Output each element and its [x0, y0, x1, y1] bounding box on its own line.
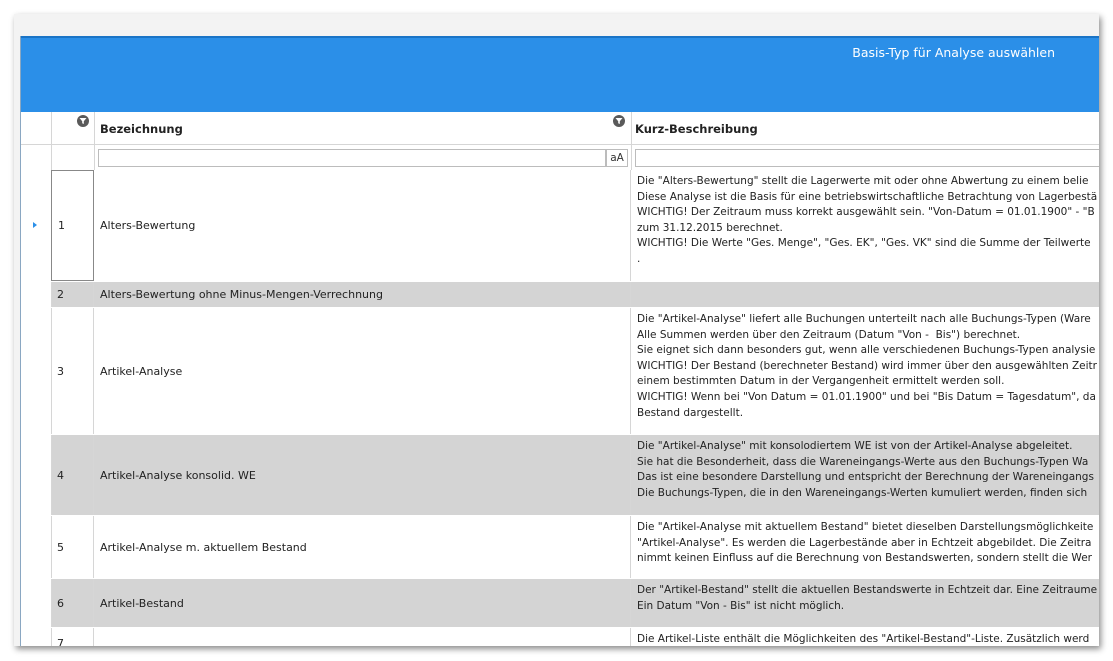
row-number: 7: [51, 628, 94, 646]
window-title: Basis-Typ für Analyse auswählen: [852, 45, 1055, 60]
row-number: 6: [51, 579, 94, 627]
row-number: 1: [51, 170, 94, 281]
row-number: 5: [51, 516, 94, 578]
row-name: [94, 628, 631, 646]
description-filter-input[interactable]: [635, 149, 1099, 167]
column-divider: [94, 112, 95, 144]
row-name: Artikel-Analyse: [94, 308, 631, 434]
row-number: 4: [51, 435, 94, 515]
grid-header: [21, 112, 1099, 145]
row-name: Artikel-Analyse m. aktuellem Bestand: [94, 516, 631, 578]
filter-icon[interactable]: [613, 115, 625, 127]
name-filter-input[interactable]: [98, 149, 606, 167]
row-description: Die "Artikel-Analyse" liefert alle Buchungen unterteilt nach alle Buchungs-Typen (Ware Alle Summen werden über den Zeitraum (Datum "Von - Bis") berechnet. Sie eignet sich dann besonders gut, wenn alle verschiedenen Buchungs-Typen analysie WICHTIG! Der Bestand (berechneter Bestand) wird immer über den ausgewählten Zeitr einem bestimmten Datum in der Vergangenheit ermittelt werden soll. WICHTIG! Wenn bei "Von Datum = 01.01.1900" und bei "Bis Datum = Tagesdatum", da Bestand dargestellt.: [637, 313, 1097, 419]
top-strip: [14, 14, 1099, 36]
row-name: Artikel-Bestand: [94, 579, 631, 627]
row-number: 3: [51, 308, 94, 434]
row-description: [632, 282, 1099, 307]
table-row[interactable]: [21, 435, 1099, 516]
current-row-arrow-icon: [33, 222, 37, 228]
table-row[interactable]: [21, 628, 1099, 646]
column-header-name[interactable]: Bezeichnung: [100, 122, 183, 136]
row-description: Der "Artikel-Bestand" stellt die aktuellen Bestandswerte in Echtzeit dar. Eine Zeitraume Ein Datum "Von - Bis" ist nicht möglich.: [637, 584, 1098, 612]
table-row[interactable]: [21, 282, 1099, 308]
case-sensitive-button[interactable]: aA: [606, 149, 628, 167]
column-divider: [51, 112, 52, 144]
table-row[interactable]: [21, 579, 1099, 628]
row-description: Die "Artikel-Analyse" mit konsolodiertem WE ist von der Artikel-Analyse abgeleitet. Sie hat die Besonderheit, dass die Wareneingangs-Werte aus den Buchungs-Typen Wa Das ist eine besondere Darstellung und entspricht der Berechnung der Wareneingangs Die Buchungs-Typen, die in den Wareneingangs-Werten kumuliert werden, finden sich: [637, 440, 1094, 499]
screenshot-frame: [14, 14, 1099, 646]
row-indicator: [21, 579, 52, 627]
column-divider: [51, 145, 52, 170]
row-name: Alters-Bewertung: [94, 170, 631, 281]
row-indicator: [21, 628, 52, 646]
row-indicator: [21, 170, 52, 281]
row-indicator: [21, 308, 52, 434]
data-grid: [21, 112, 1099, 646]
table-row[interactable]: [21, 516, 1099, 579]
row-description: Die "Alters-Bewertung" stellt die Lagerwerte mit oder ohne Abwertung zu einem belie Diese Analyse ist die Basis für eine betriebswirtschaftliche Betrachtung von Lagerbestä WICHTIG! Der Zeitraum muss korrekt ausgewählt sein. "Von-Datum = 01.01.1900" - "B zum 31.12.2015 berechnet. WICHTIG! Die Werte "Ges. Menge", "Ges. EK", "Ges. VK" sind die Summe der Teilwerte .: [637, 175, 1098, 265]
row-description: Die "Artikel-Analyse mit aktuellem Bestand" bietet dieselben Darstellungsmöglichkeite "Artikel-Analyse". Es werden die Lagerbestände aber in Echtzeit abgebildet. Die Zeitra nimmt keinen Einfluss auf die Berechnung von Bestandswerten, sondern stellt die Wer: [637, 521, 1094, 565]
column-divider: [631, 145, 632, 170]
row-indicator: [21, 282, 52, 307]
table-row[interactable]: [21, 170, 1099, 282]
filter-row: [21, 145, 1099, 171]
row-indicator: [21, 516, 52, 578]
row-description: Die Artikel-Liste enthält die Möglichkeiten des "Artikel-Bestand"-Liste. Zusätzlich werd: [637, 633, 1090, 645]
table-row[interactable]: [21, 308, 1099, 435]
title-bar[interactable]: [21, 36, 1099, 114]
column-header-description[interactable]: Kurz-Beschreibung: [635, 122, 758, 136]
column-divider: [94, 145, 95, 170]
row-name: Alters-Bewertung ohne Minus-Mengen-Verrechnung: [94, 282, 631, 307]
dialog-window: [20, 36, 1099, 646]
row-indicator: [21, 435, 52, 515]
column-divider: [631, 112, 632, 144]
filter-icon[interactable]: [77, 115, 89, 127]
row-name: Artikel-Analyse konsolid. WE: [94, 435, 631, 515]
row-number: 2: [51, 282, 94, 307]
